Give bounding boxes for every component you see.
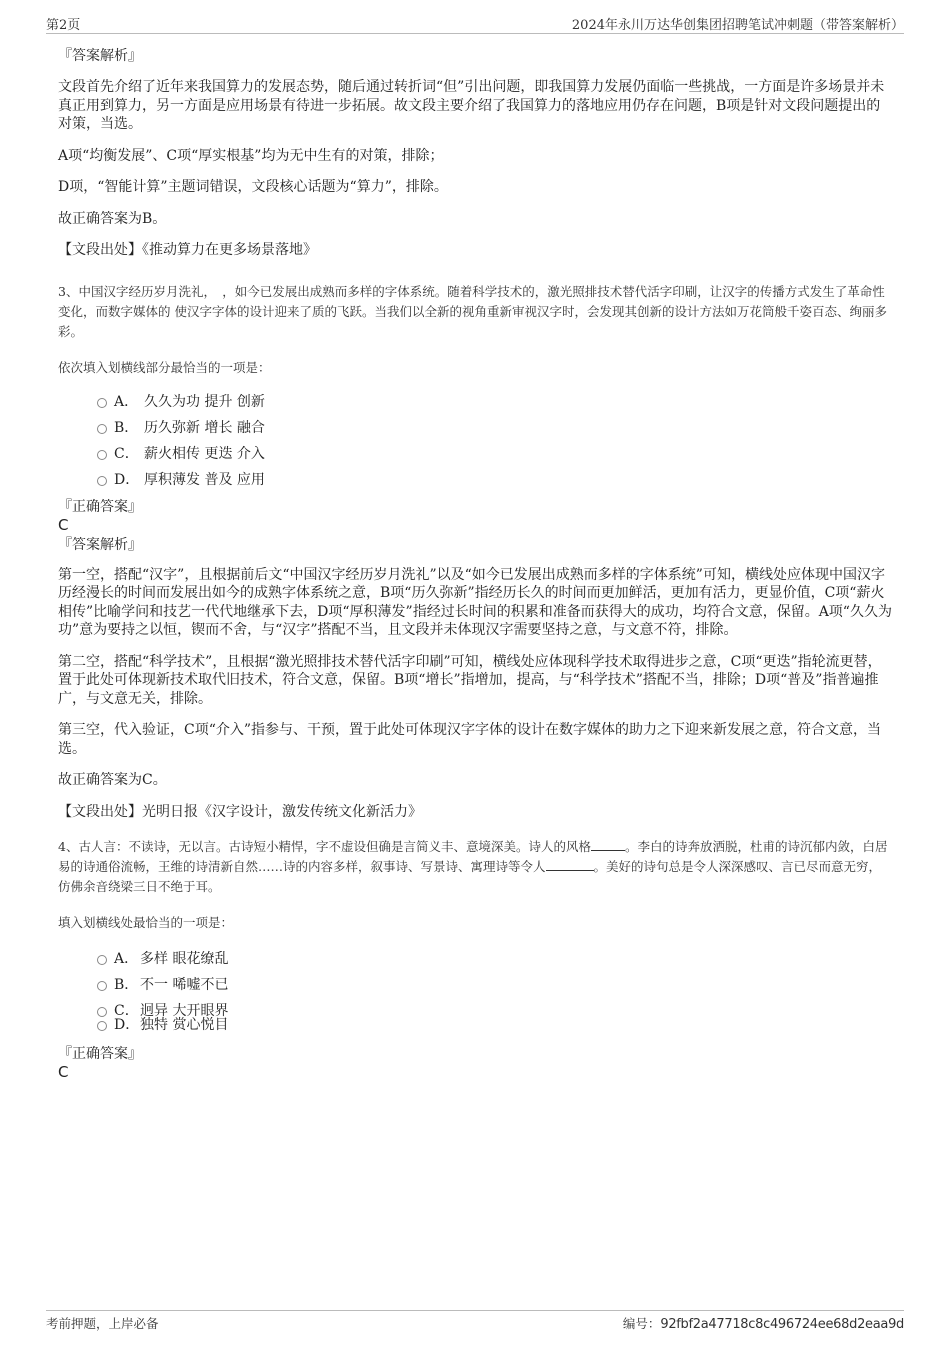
radio-icon[interactable] [97, 450, 107, 460]
q2-analysis-para2: A项“均衡发展”、C项“厚实根基”均为无中生有的对策，排除； [58, 147, 444, 164]
option-letter: C． [114, 445, 139, 462]
radio-icon[interactable] [97, 1021, 107, 1031]
q3-analysis-label: 『答案解析』 [58, 536, 142, 553]
option-letter: B． [114, 977, 139, 993]
q4-stem-part2: 。李白的诗奔放洒脱，杜甫的诗沉郁内敛，白居易的诗通俗流畅，王维的诗清新自然……诗的内容多样，叙事诗、写景诗、寓理诗等令人 [58, 839, 888, 874]
radio-icon[interactable] [97, 955, 107, 965]
radio-icon[interactable] [97, 981, 107, 991]
q3-analysis-para3: 第三空，代入验证，C项“介入”指参与、干预，置于此处可体现汉字字体的设计在数字媒体的助力之下迎来新发展之意，符合文意，当选。 [58, 722, 882, 757]
q3-option-d[interactable] [58, 470, 892, 496]
option-text: 迥异 大开眼界 [140, 1003, 229, 1019]
option-text: 独特 赏心悦目 [140, 1017, 229, 1033]
q3-prompt: 依次填入划横线部分最恰当的一项是： [58, 359, 271, 375]
q4-options [58, 949, 892, 1041]
q4-correct-answer: C [58, 1063, 69, 1081]
q3-source: 【文段出处】光明日报《汉字设计，激发传统文化新活力》 [58, 803, 422, 820]
q4-correct-label: 『正确答案』 [58, 1046, 142, 1062]
radio-icon[interactable] [97, 476, 107, 486]
option-letter: B． [114, 419, 139, 436]
option-text: 久久为功 提升 创新 [144, 393, 265, 410]
q2-source: 【文段出处】《推动算力在更多场景落地》 [58, 242, 317, 258]
q3-analysis-para2: 第二空，搭配“科学技术”，且根据“激光照排技术替代活字印刷”可知，横线处应体现科学技术取得进步之意，C项“更迭”指轮流更替，置于此处可体现新技术取代旧技术，符合文意，保留。B项“增长”指增加，提高，与“科学技术”搭配不当，排除；D项“普及”指普遍推广，与文意无关，排除。 [58, 653, 882, 707]
option-text: 历久弥新 增长 融合 [144, 419, 265, 436]
q4-prompt: 填入划横线处最恰当的一项是： [58, 915, 234, 930]
footer-divider [46, 1310, 904, 1311]
q3-analysis-para4: 故正确答案为C。 [58, 772, 167, 788]
header-divider [46, 33, 904, 34]
main-content [58, 47, 892, 1081]
q3-correct-label: 『正确答案』 [58, 498, 142, 515]
fill-blank-1 [591, 838, 625, 851]
q3-stem: 3、中国汉字经历岁月洗礼， ，如今已发展出成熟而多样的字体系统。随着科学技术的，激光照排技术替代活字印刷，让汉字的传播方式发生了革命性变化，而数字媒体的 使汉字字体的设计迎来了质的飞跃。当我们以全新的视角重新审视汉字时，会发现其创新的设计方法如万花筒般千姿百态、绚丽多彩。 [58, 283, 887, 339]
option-text: 厚积薄发 普及 应用 [144, 471, 265, 488]
q3-option-a[interactable] [58, 392, 892, 418]
radio-icon[interactable] [97, 398, 107, 408]
footer-code-value: 92fbf2a47718c8c496724ee68d2eaa9d [660, 1317, 904, 1332]
option-text: 不一 唏嘘不已 [140, 977, 229, 993]
page-number: 第2页 [46, 18, 81, 33]
option-letter: A． [114, 393, 139, 410]
radio-icon[interactable] [97, 424, 107, 434]
option-letter: C． [114, 1003, 139, 1019]
option-letter: A． [114, 951, 139, 967]
q3-analysis-para1: 第一空，搭配“汉字”，且根据前后文“中国汉字经历岁月洗礼”以及“如今已发展出成熟而多样的字体系统”可知，横线处应体现中国汉字历经漫长的时间而发展出如今的成熟字体系统之意，B项“历久弥新”指经历长久的时间而更加鲜活，更加有活力，更显价值，C项“薪火相传”比喻学问和技艺一代代地继承下去，D项“厚积薄发”指经过长时间的积累和准备而获得大的成功，均符合文意，保留。A项“久久为功”意为要持之以恒，锲而不舍，与“汉字”搭配不当，且文段并未体现汉字需要坚持之意，与文意不符，排除。 [58, 566, 892, 638]
q2-analysis-para1: 文段首先介绍了近年来我国算力的发展态势，随后通过转折词“但”引出问题，即我国算力发展仍面临一些挑战，一方面是许多场景并未真正用到算力，另一方面是应用场景有待进一步拓展。故文段主要介绍了我国算力的落地应用仍存在问题，B项是针对文段问题提出的对策，当选。 [58, 79, 885, 132]
q2-analysis-para3: D项，“智能计算”主题词错误，文段核心话题为“算力”，排除。 [58, 179, 448, 195]
option-text: 多样 眼花缭乱 [140, 951, 229, 967]
footer-code-label: 编号： [622, 1316, 661, 1331]
q4-stem-part3: 。美好的诗句总是令人深深感叹、言已尽而意无穷，仿佛余音绕梁三日不绝于耳。 [58, 859, 882, 894]
q4-stem-part1: 4、古人言：不读诗，无以言。古诗短小精悍，字不虚设但确是言简义丰、意境深美。诗人的风格 [58, 839, 591, 854]
footer-slogan: 考前押题，上岸必备 [46, 1316, 159, 1331]
option-letter: D． [114, 471, 140, 488]
q2-analysis-para4: 故正确答案为B。 [58, 210, 167, 227]
q3-options [58, 392, 892, 496]
q4-option-b[interactable] [58, 975, 892, 1001]
q3-option-b[interactable] [58, 418, 892, 444]
q2-analysis-label: 『答案解析』 [58, 48, 142, 64]
q4-option-d[interactable] [58, 1015, 892, 1041]
page-header [0, 0, 950, 36]
document-title: 2024年永川万达华创集团招聘笔试冲刺题（带答案解析） [571, 18, 904, 33]
fill-blank-2 [546, 858, 594, 871]
q3-option-c[interactable] [58, 444, 892, 470]
q4-stem [58, 837, 892, 897]
q4-option-c[interactable] [58, 1001, 892, 1019]
q3-correct-answer: C [58, 515, 69, 534]
option-text: 薪火相传 更迭 介入 [144, 445, 265, 462]
footer-code [623, 1314, 904, 1332]
q4-option-a[interactable] [58, 949, 892, 975]
option-letter: D． [114, 1017, 140, 1033]
